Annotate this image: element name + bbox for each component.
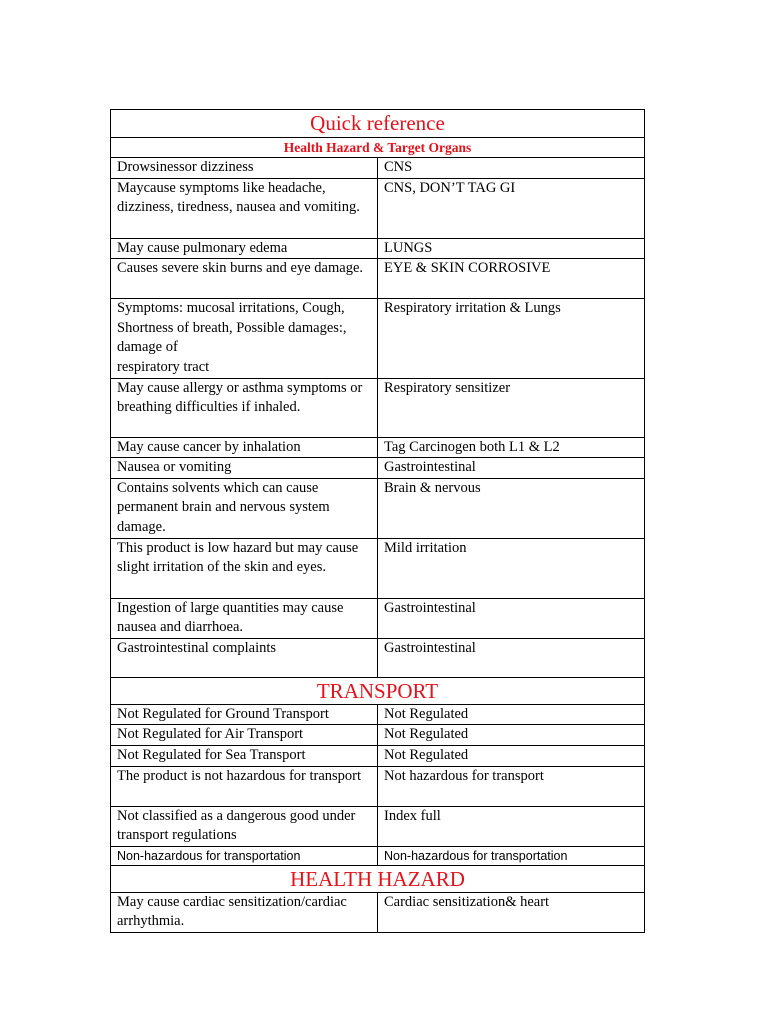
table-row [111, 892, 645, 932]
target-organ: Gastrointestinal [378, 638, 645, 677]
table-row [111, 846, 645, 865]
title-row [111, 110, 645, 138]
hazard-statement: Symptoms: mucosal irritations, Cough, Shortness of breath, Possible damages:, damage of respiratory tract [111, 299, 378, 378]
transport-heading: TRANSPORT [111, 677, 645, 704]
hazard-statement: Ingestion of large quantities may cause nausea and diarrhoea. [111, 598, 378, 638]
transport-result: Not Regulated [378, 725, 645, 746]
health-hazard-heading: HEALTH HAZARD [111, 865, 645, 892]
quick-reference-table [110, 109, 645, 933]
table-subtitle: Health Hazard & Target Organs [111, 138, 645, 158]
hazard-statement: Nausea or vomiting [111, 458, 378, 479]
transport-result: Not Regulated [378, 704, 645, 725]
target-organ: Mild irritation [378, 538, 645, 598]
table-row [111, 299, 645, 378]
transport-statement: Not Regulated for Ground Transport [111, 704, 378, 725]
target-organ: EYE & SKIN CORROSIVE [378, 259, 645, 299]
table-row [111, 478, 645, 538]
table-row [111, 704, 645, 725]
target-organ: Cardiac sensitization& heart [378, 892, 645, 932]
hazard-statement: May cause cancer by inhalation [111, 437, 378, 458]
table-row [111, 178, 645, 238]
target-organ: CNS [378, 158, 645, 179]
table-row [111, 766, 645, 806]
table-row [111, 158, 645, 179]
section-row [111, 677, 645, 704]
transport-result: Non-hazardous for transportation [378, 846, 645, 865]
table-row [111, 538, 645, 598]
target-organ: Respiratory sensitizer [378, 378, 645, 437]
target-organ: Tag Carcinogen both L1 & L2 [378, 437, 645, 458]
target-organ: Brain & nervous [378, 478, 645, 538]
subtitle-row [111, 138, 645, 158]
hazard-statement: Contains solvents which can cause permanent brain and nervous system damage. [111, 478, 378, 538]
section-row [111, 865, 645, 892]
hazard-statement: May cause allergy or asthma symptoms or breathing difficulties if inhaled. [111, 378, 378, 437]
transport-result: Index full [378, 806, 645, 846]
table-row [111, 437, 645, 458]
table-row [111, 598, 645, 638]
target-organ: Gastrointestinal [378, 598, 645, 638]
table-row [111, 806, 645, 846]
hazard-statement: Gastrointestinal complaints [111, 638, 378, 677]
transport-result: Not Regulated [378, 745, 645, 766]
table-row [111, 745, 645, 766]
table-row [111, 238, 645, 259]
transport-statement: Not classified as a dangerous good under transport regulations [111, 806, 378, 846]
transport-result: Not hazardous for transport [378, 766, 645, 806]
transport-statement: Not Regulated for Air Transport [111, 725, 378, 746]
hazard-statement: Drowsinessor dizziness [111, 158, 378, 179]
table-title: Quick reference [111, 110, 645, 138]
transport-statement: Non-hazardous for transportation [111, 846, 378, 865]
table-row [111, 458, 645, 479]
table-row [111, 259, 645, 299]
hazard-statement: Causes severe skin burns and eye damage. [111, 259, 378, 299]
hazard-statement: May cause cardiac sensitization/cardiac arrhythmia. [111, 892, 378, 932]
hazard-statement: Maycause symptoms like headache, dizziness, tiredness, nausea and vomiting. [111, 178, 378, 238]
hazard-statement: This product is low hazard but may cause slight irritation of the skin and eyes. [111, 538, 378, 598]
table-row [111, 725, 645, 746]
table-row [111, 378, 645, 437]
target-organ: Gastrointestinal [378, 458, 645, 479]
transport-statement: Not Regulated for Sea Transport [111, 745, 378, 766]
target-organ: CNS, DON’T TAG GI [378, 178, 645, 238]
table-row [111, 638, 645, 677]
transport-statement: The product is not hazardous for transport [111, 766, 378, 806]
target-organ: LUNGS [378, 238, 645, 259]
target-organ: Respiratory irritation & Lungs [378, 299, 645, 378]
hazard-statement: May cause pulmonary edema [111, 238, 378, 259]
